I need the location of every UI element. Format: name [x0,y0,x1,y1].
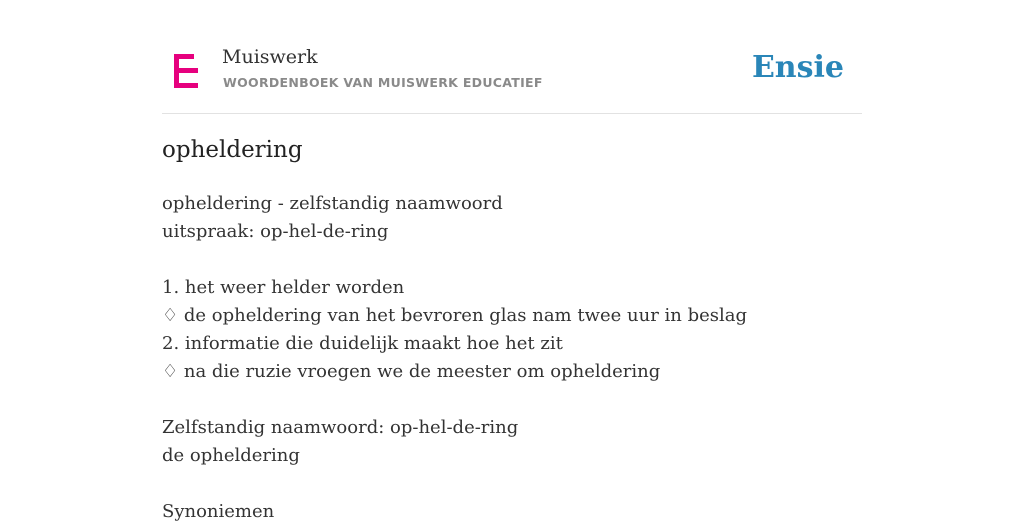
ensie-logo[interactable]: Ensie [751,50,844,85]
entry-line [162,246,862,274]
muiswerk-e-icon[interactable] [172,54,200,88]
entry-line [162,386,862,414]
site-name[interactable]: Muiswerk [222,46,318,68]
site-subtitle: WOORDENBOEK VAN MUISWERK EDUCATIEF [223,75,543,90]
entry-line: Zelfstandig naamwoord: op-hel-de-ring [162,417,519,438]
entry-line: 1. het weer helder worden [162,277,405,298]
entry-line: opheldering - zelfstandig naamwoord [162,193,503,214]
page [162,0,862,522]
entry-line: 2. informatie die duidelijk maakt hoe het zit [162,333,563,354]
entry-title: opheldering [162,137,303,163]
entry-line: uitspraak: op-hel-de-ring [162,221,389,242]
entry-body [162,190,862,526]
entry-line: ♢ de opheldering van het bevroren glas nam twee uur in beslag [162,305,748,326]
entry-line: de opheldering [162,445,300,466]
entry-line: ♢ na die ruzie vroegen we de meester om opheldering [162,361,661,382]
site-header [162,0,862,114]
synonyms-heading: Synoniemen [162,501,275,522]
entry-line [162,470,862,498]
